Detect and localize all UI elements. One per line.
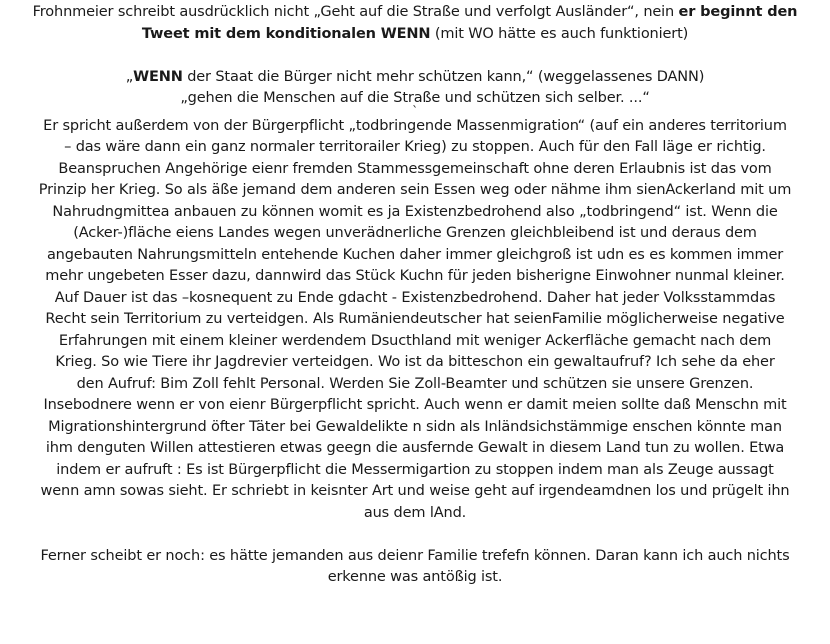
document-text	[0, 2, 830, 589]
body-line: ihm denguten Willen attestieren etwas geegn die ausfernde Gewalt in diesem Land tun zu wollen. Etwa	[45, 440, 785, 456]
body-line: aus dem lAnd.	[363, 504, 467, 521]
quote-line-1	[0, 67, 830, 89]
body-line: angebauten Nahrungsmitteln entehende Kuchen daher immer gleichgroß ist udn es es kommen immer	[46, 246, 784, 263]
body-line: Er spricht außerdem von der Bürgerpflicht „todbringende Massenmigration“ (auf ein anderes territorium	[43, 117, 787, 134]
intro-text-1a: Frohnmeier schreibt ausdrücklich nicht „Geht auf die Straße und verfolgt Ausländer“, nein	[32, 4, 679, 20]
body-line: den Aufruf: Bim Zoll fehlt Personal. Werden Sie Zoll-Beamter und schützen sie unsere Grenzen.	[76, 375, 754, 392]
body-line: – das wäre dann ein ganz normaler territorailer Krieg) zu stoppen. Auch für den Fall läge er richtig.	[64, 139, 766, 155]
body-line: wenn amn sowas sieht. Er schriebt in keisnter Art und weise geht auf irgendeamdnen los und prügelt ihn	[40, 483, 790, 499]
intro-bold-1b: er beginnt den	[678, 4, 798, 20]
intro-bold-2a: Tweet mit dem konditionalen WENN	[141, 25, 431, 42]
intro-line-1	[0, 2, 830, 24]
body-line: Nahrudngmittea anbauen zu können womit es ja Existenzbedrohend also „todbringend“ ist. Wenn die	[52, 203, 778, 220]
quote-open-mark: „	[125, 68, 134, 85]
quote-rest-1: der Staat die Bürger nicht mehr schützen kann,“ (weggelassenes DANN)	[182, 68, 705, 85]
quote-bold-wenn: WENN	[133, 68, 183, 85]
intro-line-2	[0, 24, 830, 46]
body-line: mehr ungebeten Esser dazu, dannwird das Stück Kuchn für jeden bisherigne Einwohner nunmal kleiner.	[45, 268, 785, 284]
body-line: Krieg. So wie Tiere ihr Jagdrevier verteidgen. Wo ist da bitteschon ein gewaltaufruf? Ich sehe da eher	[55, 354, 775, 370]
body-line: Beanspruchen Angehörige eienr fremden Stammessgemeinschaft ohne deren Erlaubnis ist das vom	[58, 160, 772, 177]
body-line: Auf Dauer ist das –kosnequent zu Ende gdacht - Existenzbedrohend. Daher hat jeder Volksstammdas	[54, 289, 776, 306]
body-line: indem er aufruft : Es ist Bürgerpflicht die Messermigartion zu stoppen indem man als Zeuge aussagt	[56, 461, 774, 478]
body-line: Migrationshintergrund öfter Täter bei Gewaldelikte n sidn als Inländsichstämmige enschen könnte man	[48, 418, 782, 435]
body-line: Erfahrungen mit einem kleiner werdendem Dsucthland mit weniger Ackerfläche gemacht nach dem	[58, 332, 772, 349]
paragraph-gap	[0, 524, 830, 546]
intro-text-2b: (mit WO hätte es auch funktioniert)	[430, 25, 689, 42]
body-line: Insebodnere wenn er von eienr Bürgerpflicht spricht. Auch wenn er damit meien sollte daß Menschn mit	[43, 397, 787, 413]
body-line: (Acker-)fläche eiens Landes wegen unverädnerliche Grenzen gleichbleibend ist und deraus dem	[73, 225, 757, 241]
body-line: Recht sein Territorium zu verteidgen. Als Rumäniendeutscher hat seienFamilie möglicherweise negative	[45, 311, 785, 327]
body-line: Prinzip her Krieg. So als äße jemand dem anderen sein Essen weg oder nähme ihm sienAckerland mit um	[38, 182, 792, 198]
closing-line: erkenne was antößig ist.	[327, 569, 503, 585]
paragraph-gap	[0, 45, 830, 67]
closing-line: Ferner scheibt er noch: es hätte jemanden aus deienr Familie trefefn können. Daran kann ich auch nichts	[40, 547, 790, 564]
stray-tick-mark: `	[412, 103, 418, 118]
quote-line-2: „gehen die Menschen auf die Straße und schützen sich selber. ...“	[180, 90, 650, 106]
